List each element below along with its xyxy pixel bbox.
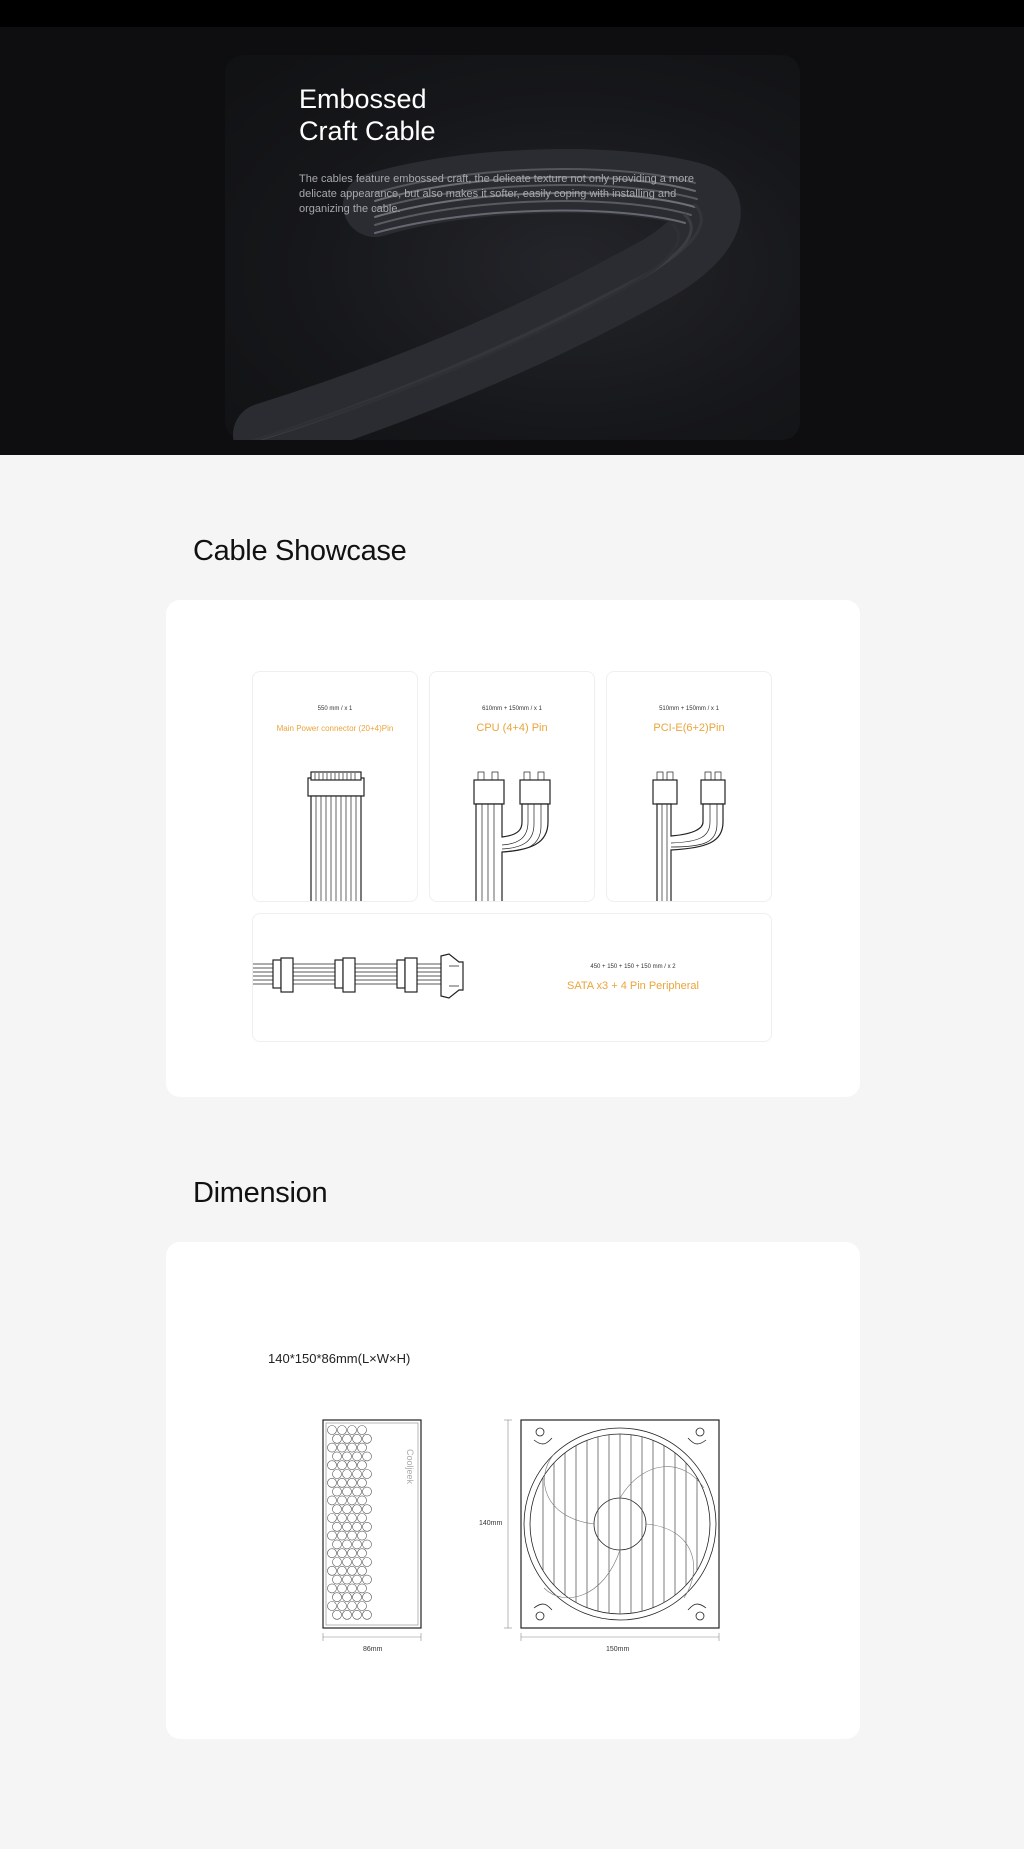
hero-title-line2: Craft Cable xyxy=(299,116,436,146)
hero-title-line1: Embossed xyxy=(299,84,427,114)
hero-title xyxy=(299,83,699,147)
cable-card-pcie xyxy=(606,671,772,902)
cable-name: SATA x3 + 4 Pin Peripheral xyxy=(567,980,699,992)
top-bar xyxy=(0,0,1024,27)
pcie-connector-icon xyxy=(607,672,772,902)
cable-name: CPU (4+4) Pin xyxy=(476,722,548,734)
brand-mark: Cooljeek xyxy=(405,1449,415,1485)
dimension-size: 140*150*86mm(L×W×H) xyxy=(268,1351,411,1366)
height-label: 140mm xyxy=(479,1520,503,1527)
width-label: 150mm xyxy=(606,1646,630,1653)
cable-name: PCI-E(6+2)Pin xyxy=(653,722,725,734)
depth-label: 86mm xyxy=(363,1646,383,1653)
cable-spec: 450 + 150 + 150 + 150 mm / x 2 xyxy=(590,964,676,970)
hero-description: The cables feature embossed craft, the delicate texture not only providing a more delicate appearance, but also makes it softer, easily coping with installing and organizing the cable. xyxy=(299,173,694,215)
cable-spec: 510mm + 150mm / x 1 xyxy=(659,706,719,712)
cable-card-main-power xyxy=(252,671,418,902)
psu-fan-view-icon xyxy=(504,1418,724,1648)
cable-spec: 610mm + 150mm / x 1 xyxy=(482,706,542,712)
hero-section xyxy=(0,27,1024,455)
sata-connector-icon xyxy=(253,914,483,1042)
dimension-title: Dimension xyxy=(193,1177,328,1209)
cable-showcase-card xyxy=(166,600,860,1097)
cable-card-cpu xyxy=(429,671,595,902)
cable-spec: 550 mm / x 1 xyxy=(317,706,353,712)
cable-name: Main Power connector (20+4)Pin xyxy=(276,724,394,733)
cable-card-sata xyxy=(252,913,772,1042)
cpu-connector-icon xyxy=(430,672,595,902)
cable-showcase-title: Cable Showcase xyxy=(193,535,407,567)
main-power-connector-icon xyxy=(253,672,418,902)
